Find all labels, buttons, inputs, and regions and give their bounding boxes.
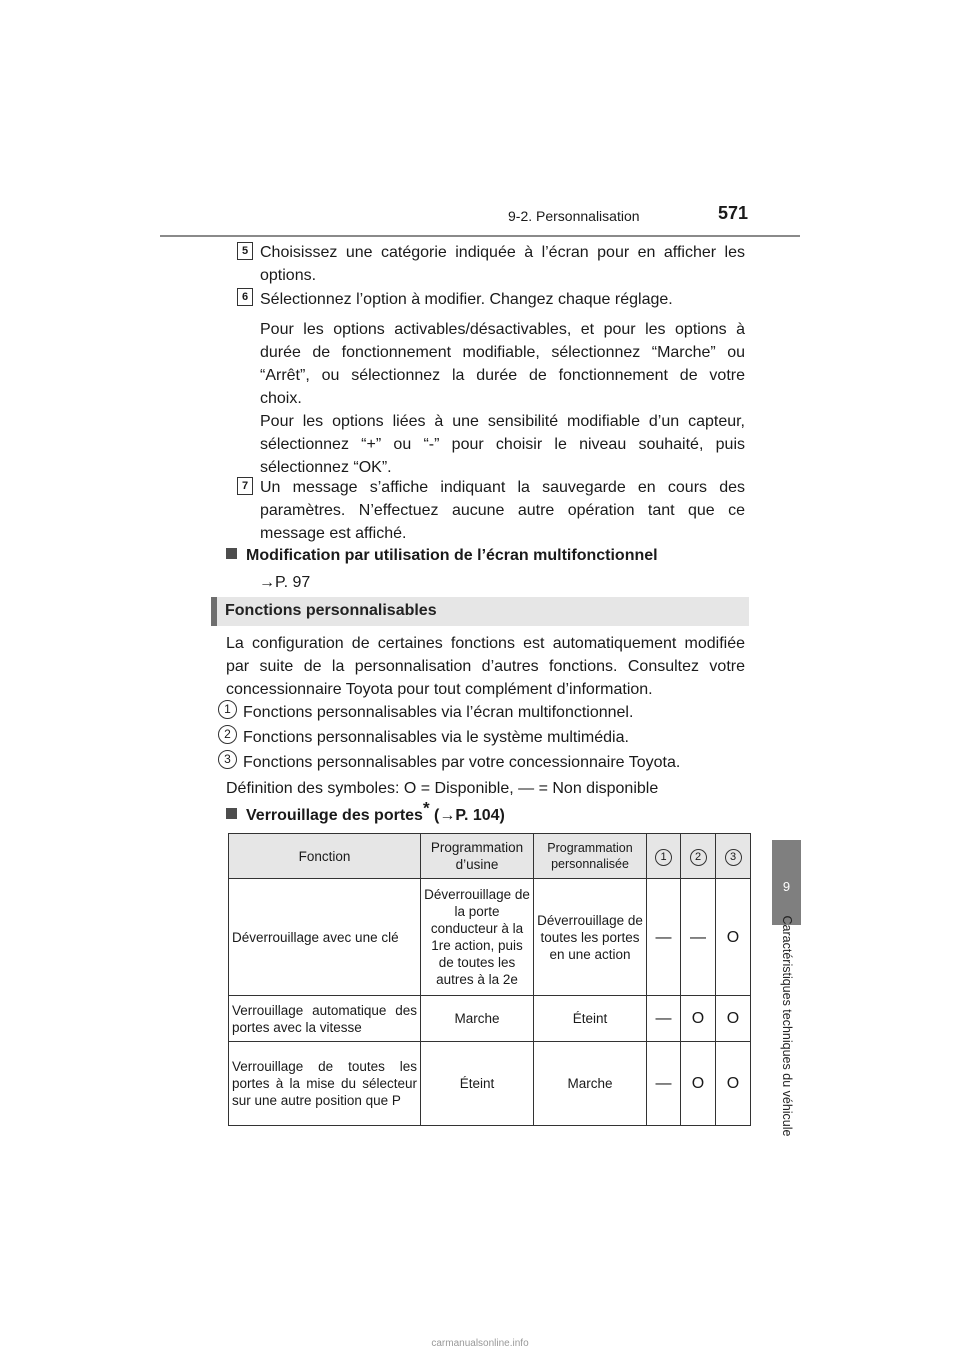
cell-custom: Éteint xyxy=(534,996,647,1042)
text-line: par suite de la personnalisation d’autres fonctions. Consultez votre xyxy=(226,658,745,675)
intro-paragraph xyxy=(226,632,745,701)
circled-number-3: 3 xyxy=(725,849,742,866)
table-row xyxy=(229,996,751,1042)
chapter-title-text: Caractéristiques techniques du véhicule xyxy=(780,915,794,1137)
legend-text-2: Fonctions personnalisables via le système multimédia. xyxy=(243,729,629,746)
table-row xyxy=(229,879,751,996)
symbols-definition: Définition des symboles: O = Disponible, — = Non disponible xyxy=(226,780,659,797)
legend-number-1: 1 xyxy=(218,700,237,719)
cell-availability-3: O xyxy=(716,879,751,996)
section-label: 9-2. Personnalisation xyxy=(508,208,640,224)
cell-function: Verrouillage automatique des portes avec la vitesse xyxy=(229,996,421,1042)
cell-function: Verrouillage de toutes les portes à la mise du sélecteur sur une autre position que P xyxy=(229,1042,421,1126)
text-line: options. xyxy=(260,267,317,284)
legend-number-3: 3 xyxy=(218,750,237,769)
circled-number-1: 1 xyxy=(655,849,672,866)
step-5-text xyxy=(260,241,745,287)
step-6-text xyxy=(260,288,745,311)
header-divider xyxy=(160,235,800,237)
cell-factory: Éteint xyxy=(421,1042,534,1126)
chapter-title xyxy=(767,915,807,1137)
subheading-door-locking xyxy=(226,798,505,827)
cell-availability-3: O xyxy=(716,1042,751,1126)
customizable-functions-table xyxy=(228,833,751,1126)
square-bullet-icon xyxy=(226,548,237,559)
note-on-off-options xyxy=(260,318,745,410)
text-line: La configuration de certaines fonctions est automatiquement modifiée xyxy=(226,635,745,652)
square-bullet-icon xyxy=(226,808,237,819)
cell-custom: Marche xyxy=(534,1042,647,1126)
header-col-3 xyxy=(716,834,751,879)
cell-availability-1: — xyxy=(647,1042,681,1126)
text-line: Choisissez une catégorie indiquée à l’écran pour en afficher les xyxy=(260,244,745,261)
asterisk-mark: * xyxy=(422,798,430,818)
chapter-tab[interactable]: 9 xyxy=(772,840,801,925)
cell-availability-2: — xyxy=(681,879,716,996)
cell-function: Déverrouillage avec une clé xyxy=(229,879,421,996)
text-line: Pour les options activables/désactivables, et pour les options à xyxy=(260,321,745,338)
step-number-7: 7 xyxy=(237,477,253,495)
text-line: durée de fonctionnement modifiable, sélectionnez “Marche” ou xyxy=(260,344,745,361)
cell-availability-1: — xyxy=(647,879,681,996)
header-col-2 xyxy=(681,834,716,879)
cell-custom: Déverrouillage de toutes les portes en une action xyxy=(534,879,647,996)
page-reference-link[interactable]: →P. 97 xyxy=(259,574,311,591)
subheading-text: Modification par utilisation de l’écran multifonctionnel xyxy=(246,547,658,564)
cell-availability-2: O xyxy=(681,996,716,1042)
text-line: sélectionnez “+” ou “-” pour choisir le niveau souhaité, puis xyxy=(260,436,745,453)
cell-availability-3: O xyxy=(716,996,751,1042)
text-line: concessionnaire Toyota pour tout complément d’information. xyxy=(226,681,653,698)
header-function: Fonction xyxy=(229,834,421,879)
table-row xyxy=(229,1042,751,1126)
header-col-1 xyxy=(647,834,681,879)
text-line: paramètres. N’effectuez aucune autre opération tant que ce xyxy=(260,502,745,519)
text-line: sélectionnez “OK”. xyxy=(260,459,392,476)
circled-number-2: 2 xyxy=(690,849,707,866)
text-line: message est affiché. xyxy=(260,525,407,542)
header-custom-setting: Programmation personnalisée xyxy=(534,834,647,879)
header-factory-setting: Programmation d’usine xyxy=(421,834,534,879)
subheading-text: Verrouillage des portes xyxy=(246,807,423,824)
section-accent xyxy=(211,597,217,626)
step-number-6: 6 xyxy=(237,288,253,306)
cell-availability-1: — xyxy=(647,996,681,1042)
legend-text-1: Fonctions personnalisables via l’écran multifonctionnel. xyxy=(243,704,634,721)
text-line: Un message s’affiche indiquant la sauvegarde en cours des xyxy=(260,479,745,496)
section-title: Fonctions personnalisables xyxy=(225,602,437,619)
text-line: Pour les options liées à une sensibilité modifiable d’un capteur, xyxy=(260,413,745,430)
cell-factory: Déverrouillage de la porte conducteur à la 1re action, puis de toutes les autres à la 2e xyxy=(421,879,534,996)
legend-number-2: 2 xyxy=(218,725,237,744)
page-reference-link[interactable]: (→P. 104) xyxy=(434,807,505,824)
subheading-multifunction-display xyxy=(226,544,658,567)
table-header-row xyxy=(229,834,751,879)
step-number-5: 5 xyxy=(237,242,253,260)
note-sensitivity-options xyxy=(260,410,745,479)
legend-text-3: Fonctions personnalisables par votre concessionnaire Toyota. xyxy=(243,754,681,771)
cell-factory: Marche xyxy=(421,996,534,1042)
page-number: 571 xyxy=(718,203,749,223)
step-7-text xyxy=(260,476,745,545)
text-line: choix. xyxy=(260,390,302,407)
cell-availability-2: O xyxy=(681,1042,716,1126)
text-line: “Arrêt”, ou sélectionnez la durée de fonctionnement de votre xyxy=(260,367,745,384)
footer-watermark: carmanualsonline.info xyxy=(431,1338,529,1349)
text-line: Sélectionnez l’option à modifier. Changez chaque réglage. xyxy=(260,291,673,308)
section-header-bar xyxy=(211,597,749,626)
